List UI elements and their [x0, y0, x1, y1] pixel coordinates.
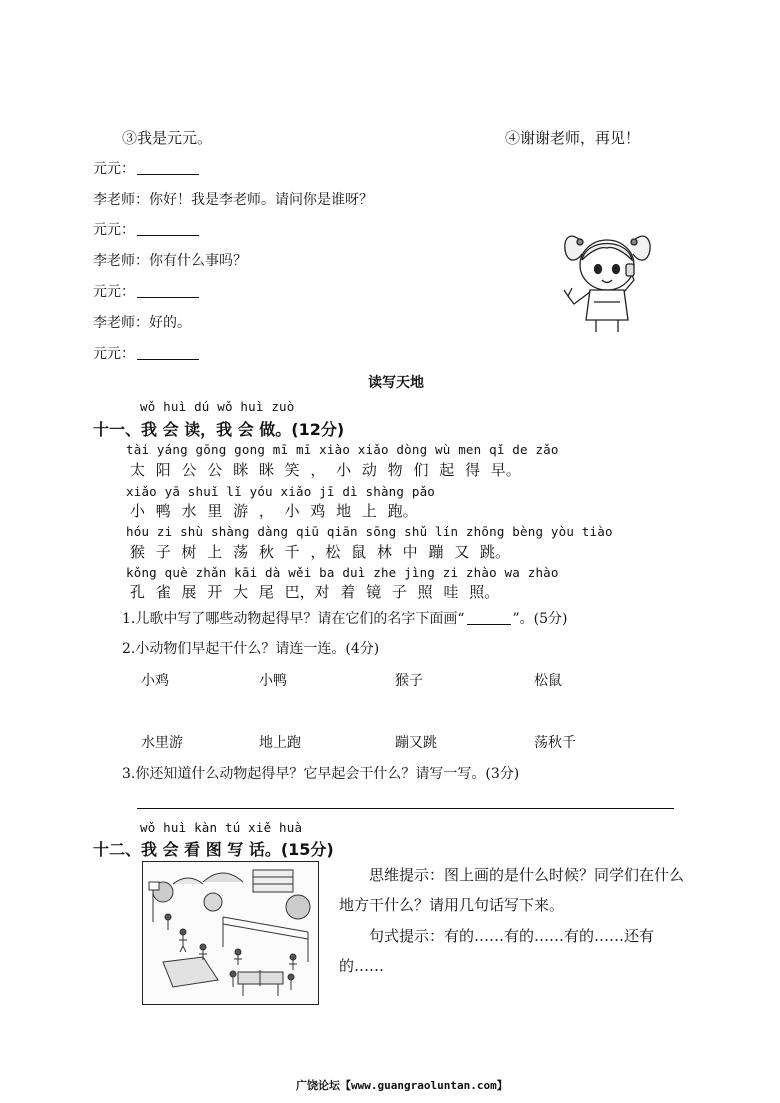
- q11-sub1: 1.儿歌中写了哪些动物起得早？请在它们的名字下面画“ ”。(5分): [122, 611, 568, 627]
- dialogue-line: 元元：: [93, 343, 199, 363]
- match-animal[interactable]: 猴子: [395, 673, 423, 689]
- playground-picture: [142, 861, 319, 1005]
- answer-blank[interactable]: [137, 345, 199, 360]
- q11-pinyin: wǒ huì dú wǒ huì zuò: [140, 399, 295, 414]
- poem-pinyin: tài yáng gōng gong mī mī xiào xiǎo dòng wù men qǐ de zǎo: [126, 442, 559, 457]
- dialogue-line: 李老师：好的。: [93, 315, 191, 331]
- answer-blank[interactable]: [137, 221, 199, 236]
- dialogue-line: 元元：: [93, 158, 199, 178]
- poem-pinyin: hóu zi shù shàng dàng qiū qiān sōng shǔ lín zhōng bèng yòu tiào: [126, 524, 613, 539]
- poem-line: 小 鸭 水 里 游 ， 小 鸡 地 上 跑。: [130, 502, 418, 520]
- poem-line: 太 阳 公 公 眯 眯 笑 ， 小 动 物 们 起 得 早。: [130, 461, 521, 479]
- match-action[interactable]: 荡秋千: [534, 735, 576, 751]
- footer: 广饶论坛【www.guangraoluntan.com】: [296, 1079, 508, 1092]
- dialogue-line: 李老师：你有什么事吗？: [93, 253, 247, 269]
- q11-sub3: 3.你还知道什么动物起得早？它早起会干什么？请写一写。(3分): [122, 766, 520, 782]
- q12-title: 十二、我 会 看 图 写 话。(15分): [93, 840, 334, 859]
- poem-pinyin: xiǎo yā shuǐ lǐ yóu xiǎo jī dì shàng pǎo: [126, 484, 436, 499]
- q11-sub2: 2.小动物们早起干什么？请连一连。(4分): [122, 641, 380, 657]
- option-4: ④谢谢老师，再见！: [505, 129, 641, 147]
- poem-line: 猴 子 树 上 荡 秋 千 ，松 鼠 林 中 蹦 又 跳。: [130, 543, 510, 561]
- q12-hint-1: 思维提示：图上画的是什么时候？同学们在什么: [369, 866, 685, 884]
- q12-hint-2: 地方干什么？请用几句话写下来。: [339, 896, 565, 914]
- match-action[interactable]: 水里游: [141, 735, 183, 751]
- poem-pinyin: kǒng què zhǎn kāi dà wěi ba duì zhe jìng zi zhào wa zhào: [126, 565, 559, 580]
- dialogue-line: 李老师：你好！我是李老师。请问你是谁呀？: [93, 192, 373, 208]
- match-animal[interactable]: 小鸭: [259, 673, 287, 689]
- option-3: ③我是元元。: [122, 129, 213, 147]
- q12-hint-3: 句式提示：有的……有的……有的……还有: [369, 927, 655, 945]
- section-title: 读写天地: [368, 375, 424, 391]
- q11-title: 十一、我 会 读，我 会 做。(12分): [93, 420, 345, 439]
- answer-line[interactable]: [137, 808, 674, 809]
- match-action[interactable]: 蹦又跳: [395, 735, 437, 751]
- q12-hint-4: 的……: [339, 957, 385, 975]
- dialogue-line: 元元：: [93, 281, 199, 301]
- underline-sample: [467, 612, 511, 625]
- q12-pinyin: wǒ huì kàn tú xiě huà: [140, 820, 303, 835]
- poem-line: 孔 雀 展 开 大 尾 巴，对 着 镜 子 照 哇 照。: [130, 583, 500, 601]
- playground-scene-image: [143, 862, 318, 1004]
- match-action[interactable]: 地上跑: [259, 735, 301, 751]
- match-animal[interactable]: 小鸡: [141, 673, 169, 689]
- girl-illustration: [560, 220, 655, 335]
- answer-blank[interactable]: [137, 283, 199, 298]
- dialogue-line: 元元：: [93, 219, 199, 239]
- match-animal[interactable]: 松鼠: [534, 673, 562, 689]
- answer-blank[interactable]: [137, 160, 199, 175]
